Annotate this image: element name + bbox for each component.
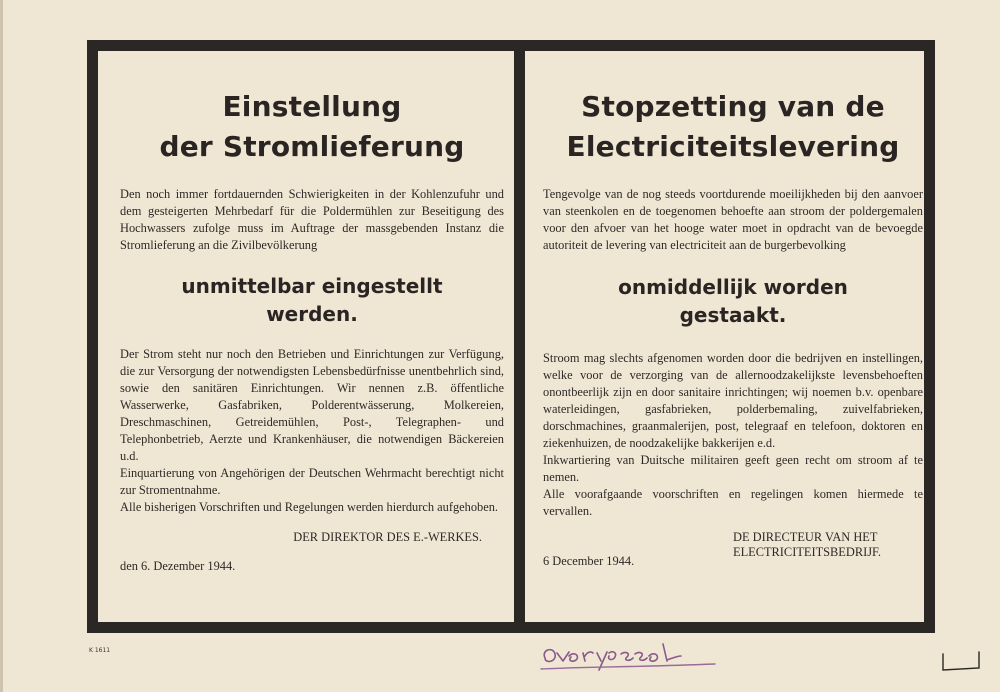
german-title <box>120 87 504 167</box>
dutch-signature-line2: ELECTRICITEITSBEDRIJF. <box>733 545 882 559</box>
poster-frame <box>87 40 935 633</box>
german-paragraph-3: Alle bisherigen Vorschriften und Regelungen werden hierdurch aufgehoben. <box>120 500 499 514</box>
dutch-intro: Tengevolge van de nog steeds voortdurende moeilijkheden bij den aanvoer van steenkolen en de toegenomen behoefte aan stroom der poldergemalen voor den afvoer van het hooge water moet in opdracht van de bevoegde autoriteit de levering van electriciteit aan de burgerbevolking <box>543 187 923 252</box>
german-signature: DER DIREKTOR DES E.-WERKES. <box>293 530 482 544</box>
german-emphasis-line2: werden. <box>266 302 358 326</box>
printer-mark: K 1611 <box>89 647 111 654</box>
dutch-title-line1: Stopzetting van de <box>581 90 885 123</box>
dutch-emphasis-line2: gestaakt. <box>679 303 787 327</box>
german-title-line1: Einstellung <box>222 90 402 123</box>
german-date: den 6. Dezember 1944. <box>120 559 236 573</box>
german-paragraph-2: Einquartierung von Angehörigen der Deutschen Wehrmacht berechtigt nicht zur Stromentnahme. <box>120 466 504 497</box>
german-emphasis <box>120 272 504 328</box>
dutch-date: 6 December 1944. <box>543 554 635 568</box>
german-body <box>120 346 504 516</box>
dutch-paragraph-3: Alle voorafgaande voorschriften en regelingen komen hiermede te vervallen. <box>543 487 923 518</box>
dutch-paragraph-2: Inkwartiering van Duitsche militairen geeft geen recht om stroom af te nemen. <box>543 453 923 484</box>
corner-pencil-mark <box>939 646 987 676</box>
dutch-column <box>525 51 935 622</box>
dutch-body <box>543 350 923 520</box>
german-title-line2: der Stromlieferung <box>159 130 465 163</box>
dutch-paragraph-1: Stroom mag slechts afgenomen worden door die bedrijven en instellingen, welke voor de verzorging van de allernoodzakelijkste levensbehoeften onontbeerlijk zijn en door sanitaire inrichtingen; wij noemen b.v. openbare waterleidingen, gasfabrieken, polderbemaling, zuivelfabrieken, dorschmachines, graanmalerijen, post, telegraaf en telefoon, doktoren en ziekenhuizen, de noodzakelijke bakkerijen e.d. <box>543 351 923 450</box>
handwritten-note-overijssel <box>539 636 719 674</box>
german-column <box>98 51 514 622</box>
dutch-emphasis <box>543 273 923 329</box>
dutch-title <box>543 87 923 167</box>
dutch-title-line2: Electriciteitslevering <box>566 130 900 163</box>
dutch-signature-line1: DE DIRECTEUR VAN HET <box>733 530 878 544</box>
german-intro: Den noch immer fortdauernden Schwierigkeiten in der Kohlenzufuhr und dem gesteigerten Mehrbedarf für die Poldermühlen zur Beseitigung des Hochwassers zufolge muss im Auftrage der massgebenden Instanz die Stromlieferung an die Zivilbevölkerung <box>120 187 504 252</box>
column-divider <box>514 51 525 622</box>
dutch-emphasis-line1: onmiddellijk worden <box>618 275 848 299</box>
german-paragraph-1: Der Strom steht nur noch den Betrieben und Einrichtungen zur Verfügung, die zur Versorgung der notwendigsten Lebensbedürfnisse unentbehrlich sind, sowie den sanitären Einrichtungen. Wir nennen z.B. öffentliche Wasserwerke, Gasfabriken, Polderentwässerung, Molkereien, Dreschmaschinen, Getreidemühlen, Post-, Telegraphen- und Telephonbetrieb, Aerzte und Krankenhäuser, die notwendigen Bäckereien u.d. <box>120 347 504 463</box>
german-emphasis-line1: unmittelbar eingestellt <box>181 274 443 298</box>
